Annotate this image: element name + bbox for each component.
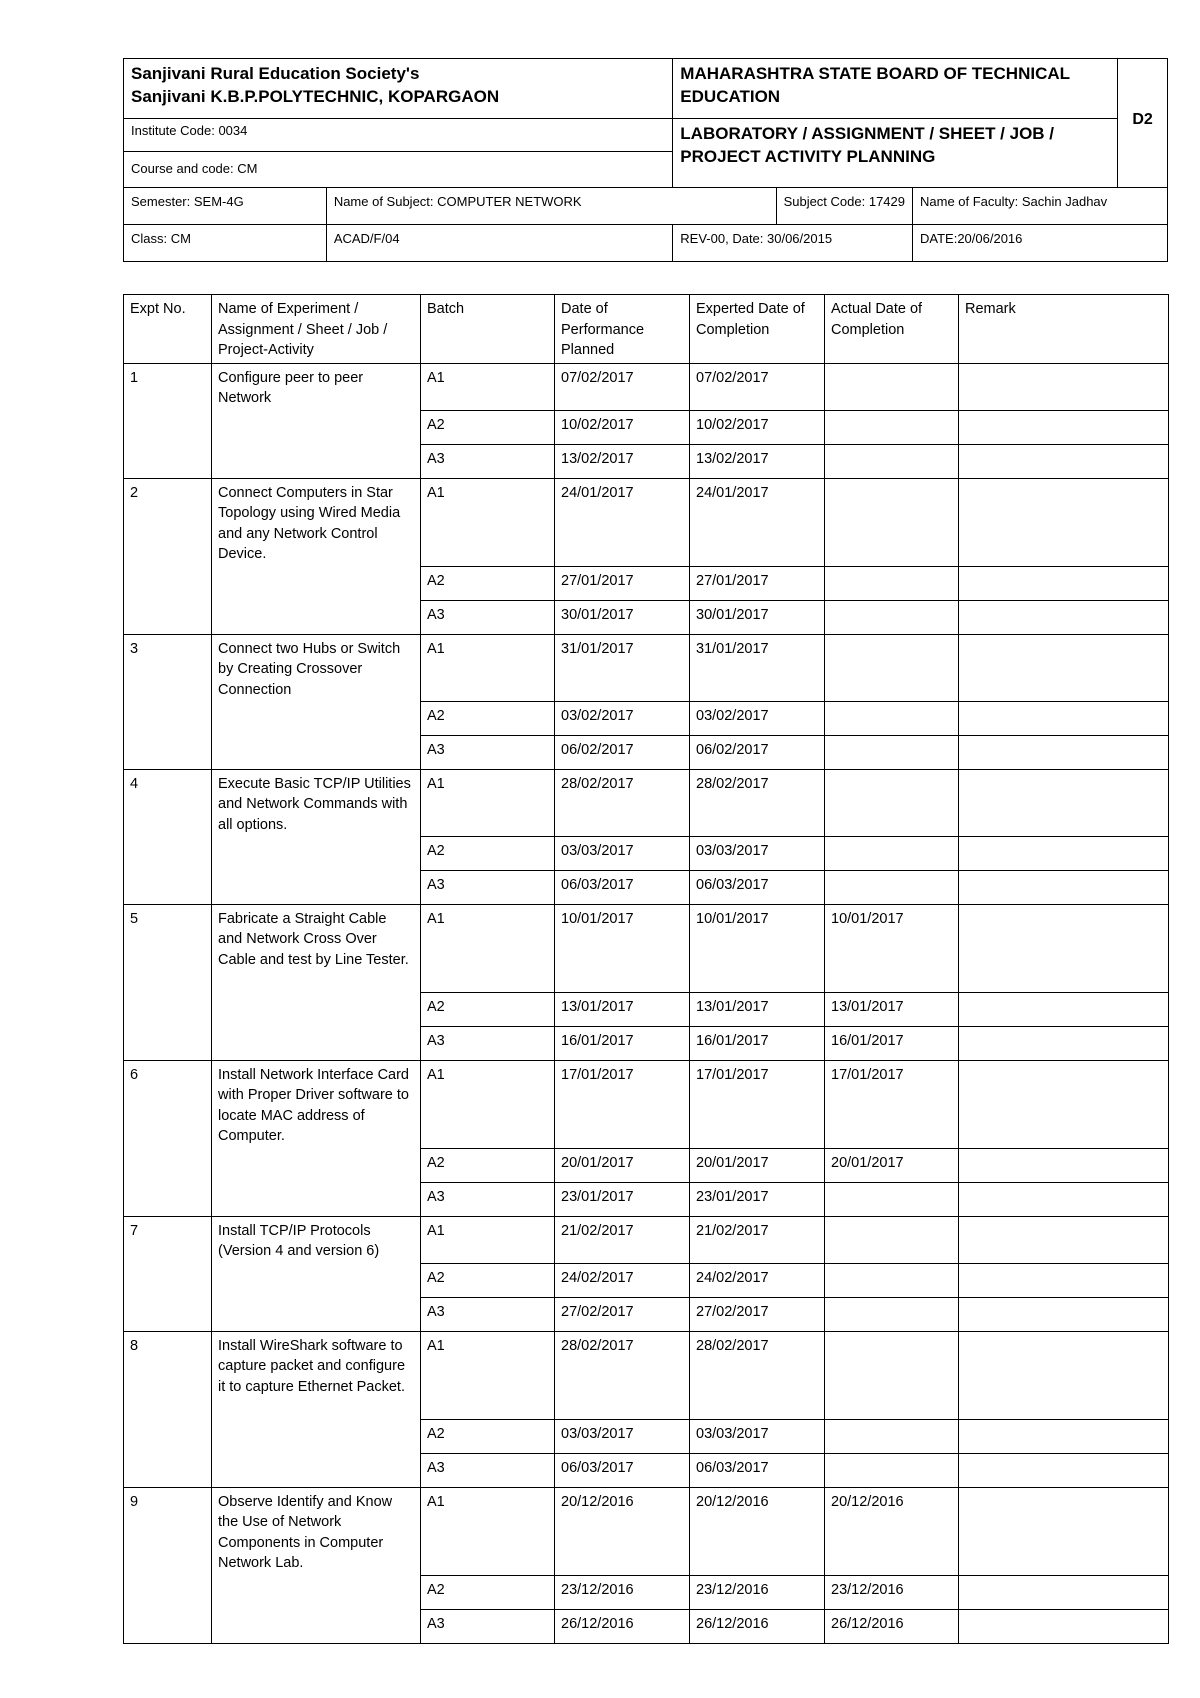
date-planned: 03/02/2017: [555, 701, 690, 735]
date-planned: 13/02/2017: [555, 444, 690, 478]
table-row: [124, 634, 1169, 701]
date-actual: 17/01/2017: [825, 1060, 959, 1148]
planning-table: [123, 294, 1169, 1644]
remark: [959, 1453, 1169, 1487]
doc-code-text: D2: [1132, 111, 1153, 128]
batch: A2: [421, 992, 555, 1026]
date-planned: 03/03/2017: [555, 836, 690, 870]
date-expected: 07/02/2017: [690, 363, 825, 410]
date-actual: [825, 1263, 959, 1297]
date-planned: 31/01/2017: [555, 634, 690, 701]
remark: [959, 634, 1169, 701]
date-actual: [825, 1331, 959, 1419]
date-actual: [825, 1419, 959, 1453]
date-planned: 21/02/2017: [555, 1216, 690, 1263]
remark: [959, 1297, 1169, 1331]
date-planned: 23/12/2016: [555, 1575, 690, 1609]
date-actual: [825, 600, 959, 634]
date-planned: 26/12/2016: [555, 1609, 690, 1643]
remark: [959, 769, 1169, 836]
subject-code: Subject Code: 17429: [776, 188, 912, 225]
date-expected: 21/02/2017: [690, 1216, 825, 1263]
semester: Semester: SEM-4G: [124, 188, 327, 225]
remark: [959, 904, 1169, 992]
expt-no: 2: [124, 478, 212, 634]
institute-code: Institute Code: 0034: [124, 119, 673, 152]
date-planned: 20/12/2016: [555, 1487, 690, 1575]
table-row: [124, 1060, 1169, 1148]
date-planned: 03/03/2017: [555, 1419, 690, 1453]
date-planned: 28/02/2017: [555, 769, 690, 836]
table-row: [124, 769, 1169, 836]
batch: A3: [421, 1297, 555, 1331]
expt-no: 7: [124, 1216, 212, 1331]
date-expected: 06/03/2017: [690, 1453, 825, 1487]
batch: A3: [421, 870, 555, 904]
remark: [959, 1609, 1169, 1643]
batch: A3: [421, 735, 555, 769]
date-expected: 23/12/2016: [690, 1575, 825, 1609]
date-expected: 24/02/2017: [690, 1263, 825, 1297]
date-expected: 23/01/2017: [690, 1182, 825, 1216]
col-remark: Remark: [959, 295, 1169, 364]
remark: [959, 410, 1169, 444]
revision: REV-00, Date: 30/06/2015: [673, 225, 913, 262]
date-planned: 06/03/2017: [555, 1453, 690, 1487]
date-expected: 16/01/2017: [690, 1026, 825, 1060]
remark: [959, 363, 1169, 410]
date-expected: 31/01/2017: [690, 634, 825, 701]
date-planned: 23/01/2017: [555, 1182, 690, 1216]
date-planned: 17/01/2017: [555, 1060, 690, 1148]
expt-no: 6: [124, 1060, 212, 1216]
remark: [959, 1575, 1169, 1609]
date-expected: 27/02/2017: [690, 1297, 825, 1331]
course-code: Course and code: CM: [124, 152, 673, 188]
batch: A3: [421, 1182, 555, 1216]
date-actual: [825, 701, 959, 735]
date-expected: 20/01/2017: [690, 1148, 825, 1182]
batch: A1: [421, 1487, 555, 1575]
date-actual: [825, 1216, 959, 1263]
batch: A1: [421, 634, 555, 701]
remark: [959, 1148, 1169, 1182]
date-actual: 23/12/2016: [825, 1575, 959, 1609]
batch: A1: [421, 363, 555, 410]
date-planned: 28/02/2017: [555, 1331, 690, 1419]
table-row: [124, 1216, 1169, 1263]
expt-no: 3: [124, 634, 212, 769]
date-expected: 20/12/2016: [690, 1487, 825, 1575]
batch: A1: [421, 478, 555, 566]
date-planned: 13/01/2017: [555, 992, 690, 1026]
batch: A3: [421, 600, 555, 634]
remark: [959, 566, 1169, 600]
date-expected: 27/01/2017: [690, 566, 825, 600]
batch: A3: [421, 1609, 555, 1643]
table-row: [124, 478, 1169, 566]
class: Class: CM: [124, 225, 327, 262]
expt-name: Configure peer to peer Network: [212, 363, 421, 478]
remark: [959, 992, 1169, 1026]
remark: [959, 600, 1169, 634]
batch: A2: [421, 1575, 555, 1609]
expt-no: 1: [124, 363, 212, 478]
date-actual: [825, 1182, 959, 1216]
date-expected: 28/02/2017: [690, 1331, 825, 1419]
table-row: [124, 904, 1169, 992]
date-planned: 16/01/2017: [555, 1026, 690, 1060]
date-actual: 13/01/2017: [825, 992, 959, 1026]
institute-name-cell: [124, 59, 673, 119]
batch: A1: [421, 1331, 555, 1419]
date-actual: [825, 444, 959, 478]
date-expected: 13/01/2017: [690, 992, 825, 1026]
date-expected: 17/01/2017: [690, 1060, 825, 1148]
acad-code: ACAD/F/04: [326, 225, 672, 262]
col-planned: Date of Performance Planned: [555, 295, 690, 364]
date-planned: 06/03/2017: [555, 870, 690, 904]
date-planned: 07/02/2017: [555, 363, 690, 410]
batch: A2: [421, 836, 555, 870]
date-actual: 10/01/2017: [825, 904, 959, 992]
remark: [959, 1060, 1169, 1148]
date-planned: 10/02/2017: [555, 410, 690, 444]
expt-name: Install TCP/IP Protocols (Version 4 and version 6): [212, 1216, 421, 1331]
expt-no: 4: [124, 769, 212, 904]
date-planned: 24/02/2017: [555, 1263, 690, 1297]
date-actual: [825, 410, 959, 444]
batch: A1: [421, 904, 555, 992]
date-actual: 26/12/2016: [825, 1609, 959, 1643]
table-row: [124, 1487, 1169, 1575]
expt-name: Connect two Hubs or Switch by Creating Crossover Connection: [212, 634, 421, 769]
date-expected: 24/01/2017: [690, 478, 825, 566]
remark: [959, 836, 1169, 870]
batch: A2: [421, 1419, 555, 1453]
batch: A2: [421, 566, 555, 600]
date-actual: 20/12/2016: [825, 1487, 959, 1575]
header-table: [123, 58, 1168, 262]
date-expected: 03/03/2017: [690, 1419, 825, 1453]
batch: A3: [421, 444, 555, 478]
date-expected: 03/03/2017: [690, 836, 825, 870]
batch: A2: [421, 1263, 555, 1297]
remark: [959, 1487, 1169, 1575]
date-actual: [825, 478, 959, 566]
date-expected: 13/02/2017: [690, 444, 825, 478]
date-actual: [825, 363, 959, 410]
remark: [959, 1263, 1169, 1297]
remark: [959, 701, 1169, 735]
expt-no: 5: [124, 904, 212, 1060]
batch: A1: [421, 769, 555, 836]
remark: [959, 1026, 1169, 1060]
date-planned: 24/01/2017: [555, 478, 690, 566]
remark: [959, 1331, 1169, 1419]
date-planned: 06/02/2017: [555, 735, 690, 769]
date-expected: 03/02/2017: [690, 701, 825, 735]
remark: [959, 1182, 1169, 1216]
header-row: [124, 295, 1169, 364]
date-planned: 30/01/2017: [555, 600, 690, 634]
date-actual: [825, 735, 959, 769]
date-expected: 06/03/2017: [690, 870, 825, 904]
expt-no: 8: [124, 1331, 212, 1487]
expt-name: Observe Identify and Know the Use of Network Components in Computer Network Lab.: [212, 1487, 421, 1643]
date-actual: [825, 870, 959, 904]
col-actual: Actual Date of Completion: [825, 295, 959, 364]
remark: [959, 1216, 1169, 1263]
date-actual: [825, 566, 959, 600]
batch: A1: [421, 1060, 555, 1148]
remark: [959, 444, 1169, 478]
remark: [959, 478, 1169, 566]
doc-code: [1118, 59, 1168, 188]
remark: [959, 735, 1169, 769]
date-actual: 16/01/2017: [825, 1026, 959, 1060]
remark: [959, 870, 1169, 904]
remark: [959, 1419, 1169, 1453]
date-expected: 26/12/2016: [690, 1609, 825, 1643]
batch: A2: [421, 1148, 555, 1182]
expt-name: Install Network Interface Card with Proper Driver software to locate MAC address of Computer.: [212, 1060, 421, 1216]
subject-name: Name of Subject: COMPUTER NETWORK: [326, 188, 776, 225]
date-expected: 10/02/2017: [690, 410, 825, 444]
date-planned: 20/01/2017: [555, 1148, 690, 1182]
date-actual: 20/01/2017: [825, 1148, 959, 1182]
table-row: [124, 1331, 1169, 1419]
date-expected: 10/01/2017: [690, 904, 825, 992]
date-actual: [825, 1453, 959, 1487]
date-planned: 10/01/2017: [555, 904, 690, 992]
batch: A2: [421, 701, 555, 735]
faculty-name: Name of Faculty: Sachin Jadhav: [913, 188, 1168, 225]
date-planned: 27/02/2017: [555, 1297, 690, 1331]
date-actual: [825, 836, 959, 870]
batch: A1: [421, 1216, 555, 1263]
col-batch: Batch: [421, 295, 555, 364]
expt-name: Install WireShark software to capture packet and configure it to capture Ethernet Packet.: [212, 1331, 421, 1487]
planning-body: [124, 363, 1169, 1643]
expt-name: Fabricate a Straight Cable and Network Cross Over Cable and test by Line Tester.: [212, 904, 421, 1060]
date-actual: [825, 634, 959, 701]
planning-title: LABORATORY / ASSIGNMENT / SHEET / JOB / PROJECT ACTIVITY PLANNING: [673, 119, 1118, 188]
col-expt-no: Expt No.: [124, 295, 212, 364]
date-expected: 30/01/2017: [690, 600, 825, 634]
expt-name: Execute Basic TCP/IP Utilities and Network Commands with all options.: [212, 769, 421, 904]
polytechnic-name: Sanjivani K.B.P.POLYTECHNIC, KOPARGAON: [131, 87, 500, 106]
batch: A3: [421, 1453, 555, 1487]
batch: A3: [421, 1026, 555, 1060]
date-expected: 06/02/2017: [690, 735, 825, 769]
document-date: DATE:20/06/2016: [913, 225, 1168, 262]
date-planned: 27/01/2017: [555, 566, 690, 600]
batch: A2: [421, 410, 555, 444]
society-name: Sanjivani Rural Education Society's: [131, 64, 420, 83]
board-name: MAHARASHTRA STATE BOARD OF TECHNICAL EDUCATION: [673, 59, 1118, 119]
date-actual: [825, 1297, 959, 1331]
col-expected: Experted Date of Completion: [690, 295, 825, 364]
expt-no: 9: [124, 1487, 212, 1643]
date-actual: [825, 769, 959, 836]
date-expected: 28/02/2017: [690, 769, 825, 836]
expt-name: Connect Computers in Star Topology using Wired Media and any Network Control Device.: [212, 478, 421, 634]
col-name: Name of Experiment / Assignment / Sheet / Job / Project-Activity: [212, 295, 421, 364]
table-row: [124, 363, 1169, 410]
